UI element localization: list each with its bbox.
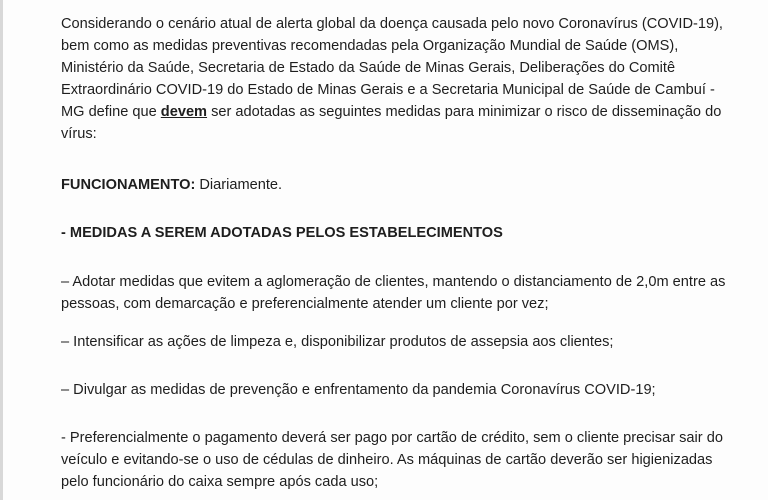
intro-line-4: Extraordinário COVID-19 do Estado de Minas Gerais e a Secretaria Municipal de Saúde de Cambuí - bbox=[61, 82, 715, 98]
measure-3-text: – Divulgar as medidas de prevenção e enfrentamento da pandemia Coronavírus COVID-19; bbox=[61, 382, 656, 398]
measure-1 bbox=[61, 271, 726, 315]
intro-line-5-start: MG define que bbox=[61, 104, 161, 120]
measure-2-text: – Intensificar as ações de limpeza e, disponibilizar produtos de assepsia aos clientes; bbox=[61, 334, 614, 350]
measure-4-line-2: veículo e evitando-se o uso de cédulas de dinheiro. As máquinas de cartão deverão ser higienizadas bbox=[61, 452, 713, 468]
intro-line-5 bbox=[61, 101, 722, 123]
funcionamento-line bbox=[61, 174, 663, 196]
intro-line-5-end: ser adotadas as seguintes medidas para minimizar o risco de disseminação do bbox=[207, 104, 722, 120]
intro-line-3: Ministério da Saúde, Secretaria de Estado da Saúde de Minas Gerais, Deliberações do Comitê bbox=[61, 60, 676, 76]
measure-1-line-2: pessoas, com demarcação e preferencialmente atender um cliente por vez; bbox=[61, 296, 549, 312]
intro-line-2: bem como as medidas preventivas recomendadas pela Organização Mundial de Saúde (OMS), bbox=[61, 38, 679, 54]
measure-4-line-3: pelo funcionário do caixa sempre após cada uso; bbox=[61, 474, 379, 490]
measure-1-line-1: – Adotar medidas que evitem a aglomeração de clientes, mantendo o distanciamento de 2,0m entre as bbox=[61, 274, 726, 290]
intro-line-6: vírus: bbox=[61, 126, 97, 142]
measure-2 bbox=[61, 331, 663, 353]
funcionamento-value: Diariamente. bbox=[195, 177, 283, 193]
section-heading-text: - MEDIDAS A SEREM ADOTADAS PELOS ESTABELECIMENTOS bbox=[61, 225, 503, 241]
measure-4 bbox=[61, 427, 723, 493]
measure-4-line-1: - Preferencialmente o pagamento deverá ser pago por cartão de crédito, sem o cliente precisar sair do bbox=[61, 430, 723, 446]
page-edge bbox=[0, 0, 3, 500]
section-heading bbox=[61, 222, 663, 244]
intro-line-1: Considerando o cenário atual de alerta global da doença causada pelo novo Coronavírus (COVID-19), bbox=[61, 16, 723, 32]
emphasis-devem: devem bbox=[160, 104, 208, 120]
intro-paragraph bbox=[61, 13, 723, 145]
funcionamento-label: FUNCIONAMENTO: bbox=[61, 177, 196, 193]
measure-3 bbox=[61, 379, 663, 401]
